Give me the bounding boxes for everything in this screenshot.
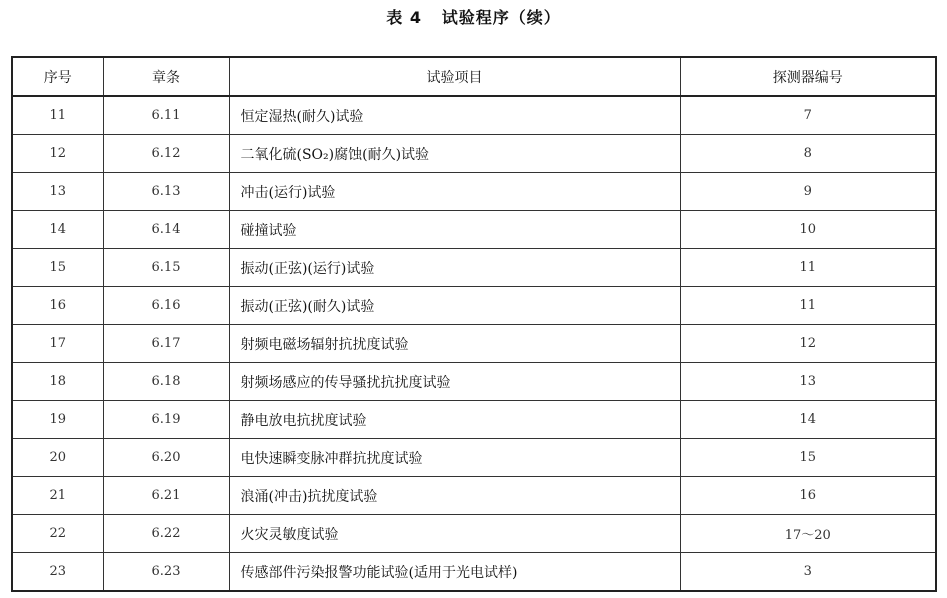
cell-clause: 6.14 [103, 211, 229, 249]
cell-clause: 6.21 [103, 477, 229, 515]
table-row [12, 211, 936, 249]
table-row [12, 401, 936, 439]
cell-test-item: 浪涌(冲击)抗扰度试验 [229, 477, 680, 515]
table-row [12, 287, 936, 325]
cell-test-item: 二氧化硫(SO₂)腐蚀(耐久)试验 [229, 135, 680, 173]
cell-detector-no: 7 [680, 96, 936, 135]
table-row [12, 363, 936, 401]
cell-clause: 6.16 [103, 287, 229, 325]
cell-serial-no: 17 [12, 325, 103, 363]
cell-detector-no: 13 [680, 363, 936, 401]
cell-serial-no: 19 [12, 401, 103, 439]
header-serial-no: 序号 [12, 57, 103, 96]
table-row [12, 135, 936, 173]
cell-clause: 6.11 [103, 96, 229, 135]
cell-test-item: 火灾灵敏度试验 [229, 515, 680, 553]
cell-serial-no: 18 [12, 363, 103, 401]
cell-test-item: 电快速瞬变脉冲群抗扰度试验 [229, 439, 680, 477]
header-detector-no: 探测器编号 [680, 57, 936, 96]
cell-test-item: 传感部件污染报警功能试验(适用于光电试样) [229, 553, 680, 592]
table-row [12, 439, 936, 477]
cell-test-item: 射频电磁场辐射抗扰度试验 [229, 325, 680, 363]
cell-clause: 6.18 [103, 363, 229, 401]
cell-detector-no: 8 [680, 135, 936, 173]
cell-clause: 6.17 [103, 325, 229, 363]
cell-detector-no: 17～20 [680, 515, 936, 553]
cell-serial-no: 12 [12, 135, 103, 173]
table-header-row [12, 57, 936, 96]
cell-test-item: 射频场感应的传导骚扰抗扰度试验 [229, 363, 680, 401]
table-row [12, 249, 936, 287]
cell-serial-no: 23 [12, 553, 103, 592]
header-clause: 章条 [103, 57, 229, 96]
cell-test-item: 恒定湿热(耐久)试验 [229, 96, 680, 135]
cell-test-item: 振动(正弦)(耐久)试验 [229, 287, 680, 325]
cell-clause: 6.12 [103, 135, 229, 173]
table-row [12, 515, 936, 553]
cell-clause: 6.15 [103, 249, 229, 287]
cell-serial-no: 15 [12, 249, 103, 287]
cell-serial-no: 16 [12, 287, 103, 325]
cell-detector-no: 11 [680, 287, 936, 325]
cell-clause: 6.22 [103, 515, 229, 553]
cell-serial-no: 20 [12, 439, 103, 477]
cell-clause: 6.13 [103, 173, 229, 211]
cell-detector-no: 9 [680, 173, 936, 211]
table-row [12, 173, 936, 211]
cell-detector-no: 12 [680, 325, 936, 363]
table-row [12, 553, 936, 592]
cell-serial-no: 22 [12, 515, 103, 553]
cell-serial-no: 13 [12, 173, 103, 211]
cell-detector-no: 3 [680, 553, 936, 592]
cell-detector-no: 10 [680, 211, 936, 249]
cell-serial-no: 14 [12, 211, 103, 249]
cell-test-item: 振动(正弦)(运行)试验 [229, 249, 680, 287]
header-test-item: 试验项目 [229, 57, 680, 96]
test-procedure-table [11, 56, 937, 592]
cell-test-item: 冲击(运行)试验 [229, 173, 680, 211]
cell-detector-no: 11 [680, 249, 936, 287]
cell-test-item: 静电放电抗扰度试验 [229, 401, 680, 439]
cell-serial-no: 21 [12, 477, 103, 515]
table-row [12, 325, 936, 363]
table-row [12, 477, 936, 515]
cell-clause: 6.23 [103, 553, 229, 592]
table-title: 表 4 试验程序（续） [386, 8, 561, 27]
cell-clause: 6.20 [103, 439, 229, 477]
table-row [12, 96, 936, 135]
cell-detector-no: 14 [680, 401, 936, 439]
cell-clause: 6.19 [103, 401, 229, 439]
cell-test-item: 碰撞试验 [229, 211, 680, 249]
cell-detector-no: 16 [680, 477, 936, 515]
cell-detector-no: 15 [680, 439, 936, 477]
cell-serial-no: 11 [12, 96, 103, 135]
